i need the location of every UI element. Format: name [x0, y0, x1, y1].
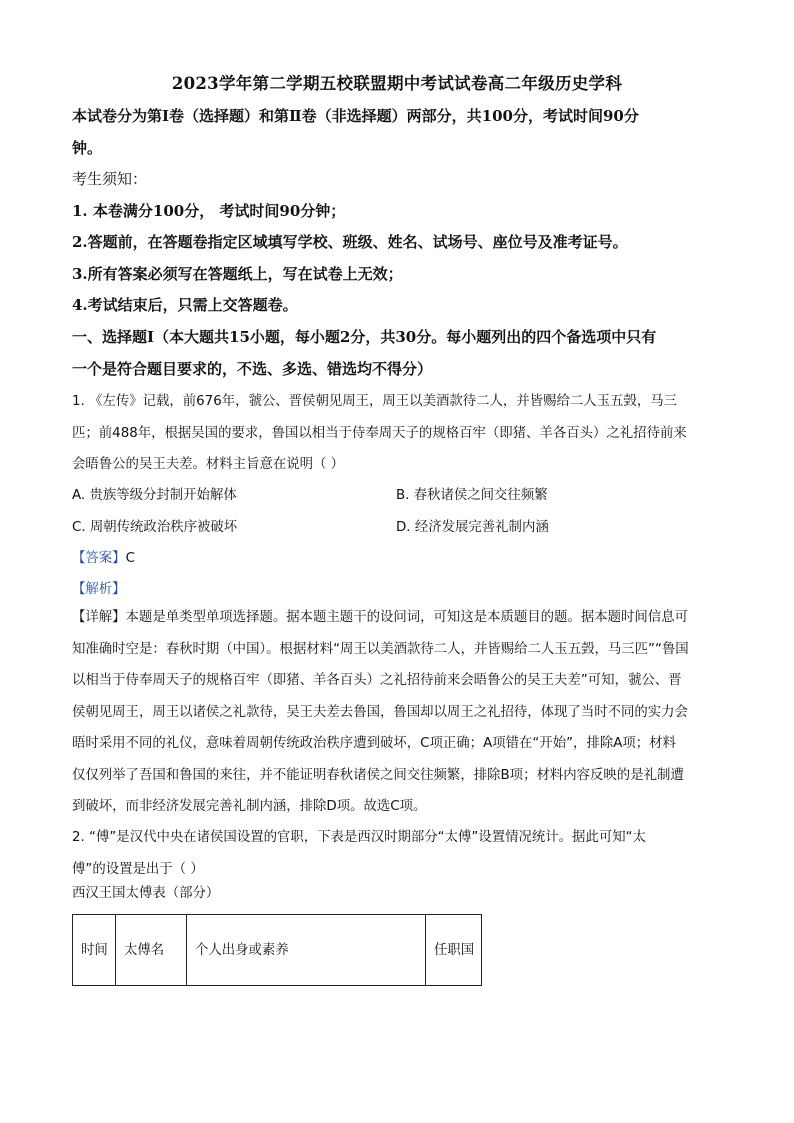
option-a: A. 贵族等级分封制开始解体 [72, 488, 237, 503]
detail-line: 到破坏，而非经济发展完善礼制内涵，排除D项。故选C项。 [72, 799, 427, 814]
detail-line: 以相当于侍奉周天子的规格百牢（即猪、羊各百头）之礼招待前来会晤鲁公的吴王夫差”可知，虢公、晋 [72, 673, 682, 688]
intro-line: 本试卷分为第Ⅰ卷（选择题）和第Ⅱ卷（非选择题）两部分，共100分，考试时间90分 [72, 107, 639, 125]
answer-row [72, 547, 135, 566]
header-cell: 任职国 [426, 915, 482, 986]
detail-line: 知准确时空是：春秋时期（中国）。根据材料“周王以美酒款待二人，并皆赐给二人玉五瑴，马三匹”“鲁国 [72, 641, 689, 657]
analysis-tag: 【解析】 [72, 582, 126, 597]
section-line: 一个是符合题目要求的，不选、多选、错选均不得分） [72, 359, 433, 378]
header-cell: 太傅名 [116, 915, 187, 986]
stem-line: 匹；前488年，根据吴国的要求，鲁国以相当于侍奉周天子的规格百牢（即猪、羊各百头）之礼招待前来 [72, 425, 687, 441]
stem-line: 傅”的设置是出于（ ） [72, 861, 204, 877]
data-table [72, 914, 482, 986]
table-header-row [73, 915, 482, 986]
option-c: C. 周朝传统政治秩序被破坏 [72, 520, 238, 535]
notice-heading: 考生须知： [72, 170, 148, 188]
section-line: 一、选择题Ⅰ（本大题共15小题，每小题2分，共30分。每小题列出的四个备选项中只有 [72, 328, 657, 346]
stem-line: 会晤鲁公的吴王夫差。材料主旨意在说明（ ） [72, 457, 345, 472]
exam-intro [72, 101, 722, 164]
header-cell: 个人出身或素养 [187, 915, 426, 986]
answer-tag: 【答案】 [72, 551, 126, 566]
notice-item: 1. 本卷满分100分， 考试时间90分钟； [72, 201, 346, 220]
intro-line: 钟。 [72, 138, 103, 157]
detail-line: 晤时采用不同的礼仪，意味着周朝传统政治秩序遭到破坏，C项正确；A项错在“开始”，排除A项；材料 [72, 736, 676, 751]
detail-line: 侯朝见周王，周王以诸侯之礼款待，吴王夫差去鲁国，鲁国却以周王之礼招待，体现了当时不同的实力会 [72, 704, 688, 720]
notice-item: 2.答题前，在答题卷指定区域填写学校、班级、姓名、试场号、座位号及准考证号。 [72, 233, 628, 251]
detail-line: 仅仅列举了吾国和鲁国的来往，并不能证明春秋诸侯之间交往频繁，排除B项；材料内容反映的是礼制遭 [72, 767, 684, 783]
question-1-detail [72, 602, 722, 823]
stem-line: 2. “傅”是汉代中央在诸侯国设置的官职，下表是西汉时期部分“太傅”设置情况统计。据此可知“太 [72, 830, 646, 845]
option-d: D. 经济发展完善礼制内涵 [396, 520, 549, 535]
section-heading [72, 322, 722, 385]
answer-value: C [125, 551, 135, 566]
notice-item: 3.所有答案必须写在答题纸上，写在试卷上无效； [72, 264, 403, 283]
option-b: B. 春秋诸侯之间交往频繁 [396, 488, 548, 503]
notice-item: 4.考试结束后，只需上交答题卷。 [72, 296, 298, 314]
question-1-stem [72, 386, 722, 481]
header-cell: 时间 [73, 915, 116, 986]
stem-line: 1. 《左传》记载，前676年，虢公、晋侯朝见周王，周王以美酒款待二人，并皆赐给二人玉五瑴，马三 [72, 394, 677, 409]
page-title: 2023学年第二学期五校联盟期中考试试卷高二年级历史学科 [171, 74, 623, 93]
notice-block [72, 164, 722, 322]
table-caption: 西汉王国太傅表（部分） [72, 886, 220, 901]
question-2-stem [72, 822, 722, 885]
detail-line: 【详解】本题是单类型单项选择题。据本题主题干的设问词，可知这是本质题目的题。据本题时间信息可 [72, 610, 688, 625]
